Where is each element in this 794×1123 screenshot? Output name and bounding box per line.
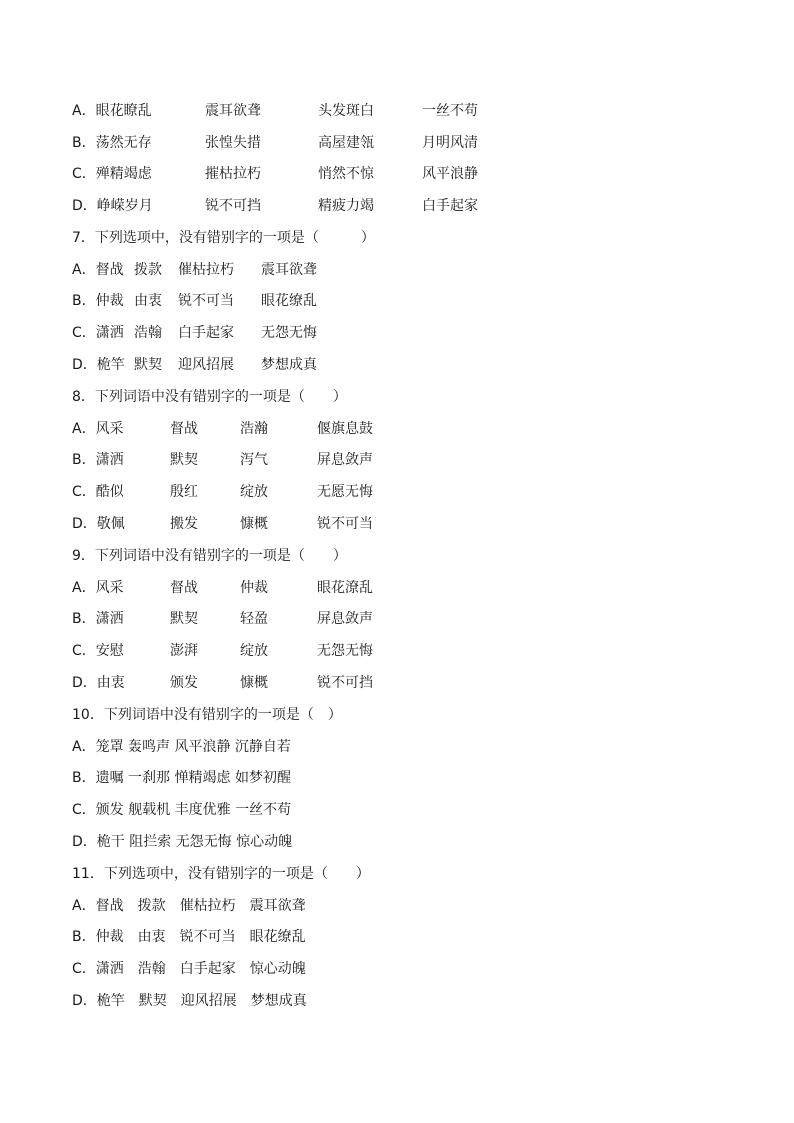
- option-word: 澎湃: [170, 643, 198, 659]
- option-word: 慷概: [240, 675, 268, 691]
- option-label: A．眼花瞭乱: [72, 103, 152, 119]
- option-word: 风平浪静: [422, 166, 478, 182]
- option-word: 震耳欲聋: [261, 262, 317, 278]
- question-stem-9: 9．下列词语中没有错别字的一项是（ ）: [72, 548, 347, 564]
- option-label: A．督战: [72, 262, 124, 278]
- option-row: B．遗嘱 一刹那 惮精竭虑 如梦初醒: [72, 770, 291, 786]
- option-word: 悄然不惊: [318, 166, 374, 182]
- option-label: B．潇洒: [72, 452, 124, 468]
- option-word: 由衷: [134, 293, 162, 309]
- option-word: 锐不可当: [178, 293, 234, 309]
- option-word: 仲裁: [240, 580, 268, 596]
- option-word: 无怨无悔: [317, 643, 373, 659]
- option-word: 眼花潦乱: [317, 580, 373, 596]
- option-word: 梦想成真: [261, 357, 317, 373]
- option-label: B．荡然无存: [72, 135, 152, 151]
- option-label: D．桅竿: [72, 357, 125, 373]
- option-word: 无愿无悔: [317, 484, 373, 500]
- option-word: 震耳欲聋: [205, 103, 261, 119]
- option-word: 默契: [134, 357, 162, 373]
- option-word: 默契: [170, 452, 198, 468]
- question-stem-10: 10．下列词语中没有错别字的一项是（ ）: [72, 707, 342, 723]
- option-word: 锐不可挡: [317, 675, 373, 691]
- option-word: 锐不可当: [317, 516, 373, 532]
- option-word: 锐不可挡: [205, 198, 261, 214]
- option-word: 张惶失措: [205, 135, 261, 151]
- question-stem-7: 7．下列选项中，没有错别字的一项是（ ）: [72, 230, 375, 246]
- option-word: 拨款: [134, 262, 162, 278]
- option-label: B．仲裁: [72, 293, 124, 309]
- option-word: 默契: [170, 611, 198, 627]
- option-label: A．风采: [72, 421, 124, 437]
- option-word: 催枯拉朽: [178, 262, 234, 278]
- option-row: B．仲裁 由衷 锐不可当 眼花缭乱: [72, 929, 306, 945]
- option-word: 迎风招展: [178, 357, 234, 373]
- option-word: 高屋建瓴: [318, 135, 374, 151]
- option-label: C．安慰: [72, 643, 124, 659]
- option-word: 慷概: [240, 516, 268, 532]
- option-label: D．敬佩: [72, 516, 125, 532]
- option-word: 殷红: [170, 484, 198, 500]
- option-label: A．风采: [72, 580, 124, 596]
- option-word: 无怨无悔: [261, 325, 317, 341]
- option-word: 搬发: [170, 516, 198, 532]
- option-row: D．桅干 阻拦索 无怨无悔 惊心动魄: [72, 834, 293, 850]
- option-word: 白手起家: [422, 198, 478, 214]
- option-word: 浩翰: [134, 325, 162, 341]
- option-row: A．笼罩 轰鸣声 风平浪静 沉静自若: [72, 739, 291, 755]
- option-word: 白手起家: [178, 325, 234, 341]
- option-label: C．殚精竭虑: [72, 166, 152, 182]
- option-word: 绽放: [240, 484, 268, 500]
- option-word: 浩瀚: [240, 421, 268, 437]
- option-word: 绽放: [240, 643, 268, 659]
- question-stem-8: 8．下列词语中没有错别字的一项是（ ）: [72, 389, 347, 405]
- option-word: 颁发: [170, 675, 198, 691]
- option-word: 头发斑白: [318, 103, 374, 119]
- option-label: C．潇洒: [72, 325, 124, 341]
- option-word: 屏息敛声: [317, 611, 373, 627]
- option-row: C．潇洒 浩翰 白手起家 惊心动魄: [72, 961, 306, 977]
- option-row: C．颁发 舰载机 丰度优雅 一丝不苟: [72, 802, 292, 818]
- option-word: 偃旗息鼓: [317, 421, 373, 437]
- option-word: 轻盈: [240, 611, 268, 627]
- option-word: 精疲力竭: [318, 198, 374, 214]
- question-stem-11: 11．下列选项中，没有错别字的一项是（ ）: [72, 866, 370, 882]
- option-row: D．桅竿 默契 迎风招展 梦想成真: [72, 993, 307, 1009]
- option-label: B．潇洒: [72, 611, 124, 627]
- option-label: D．由衷: [72, 675, 125, 691]
- option-word: 眼花缭乱: [261, 293, 317, 309]
- option-row: A．督战 拨款 催枯拉朽 震耳欲聋: [72, 898, 306, 914]
- option-label: D．峥嵘岁月: [72, 198, 153, 214]
- option-word: 一丝不苟: [422, 103, 478, 119]
- option-label: C．酷似: [72, 484, 124, 500]
- option-word: 泻气: [240, 452, 268, 468]
- option-word: 督战: [170, 421, 198, 437]
- option-word: 月明风清: [422, 135, 478, 151]
- option-word: 督战: [170, 580, 198, 596]
- option-word: 摧枯拉朽: [205, 166, 261, 182]
- option-word: 屏息敛声: [317, 452, 373, 468]
